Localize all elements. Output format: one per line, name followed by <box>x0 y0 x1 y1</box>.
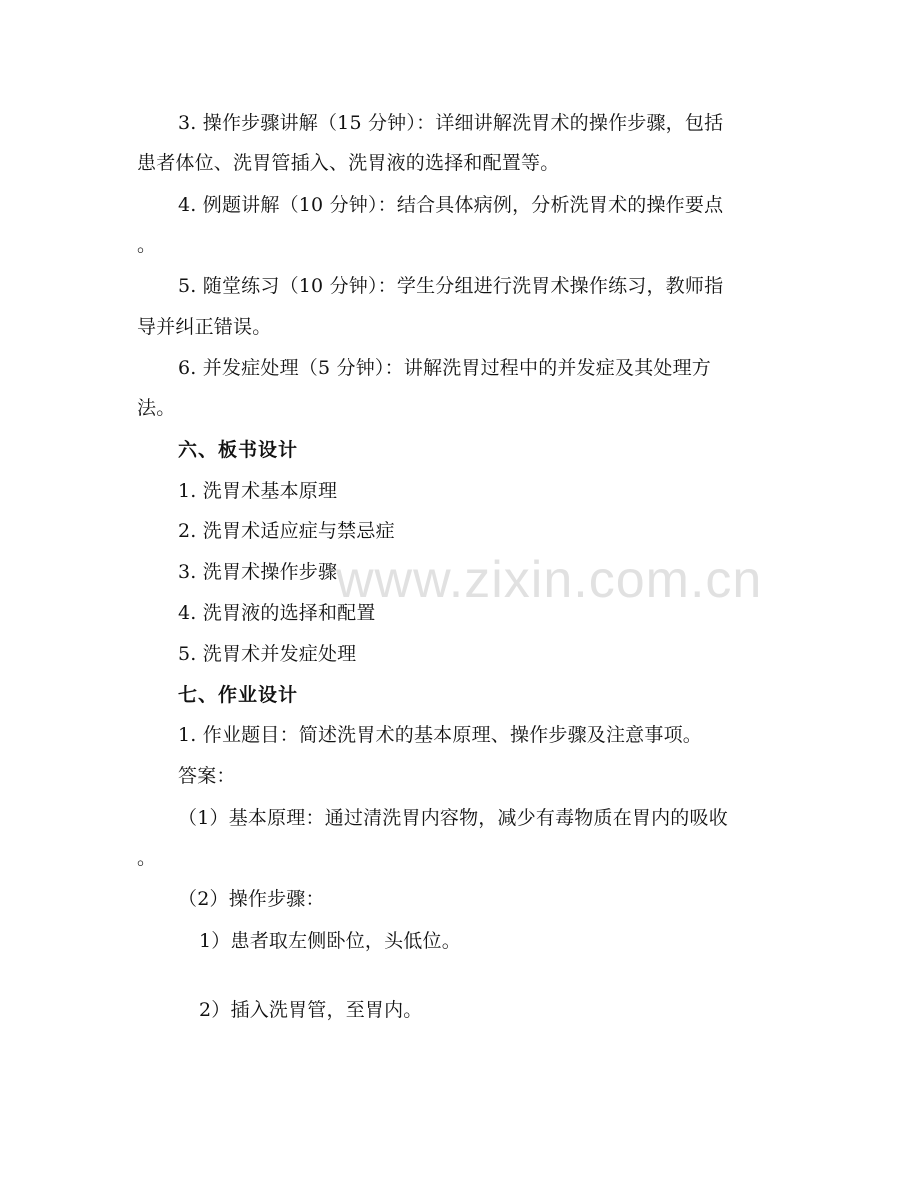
paragraph-line: 1. 作业题目：简述洗胃术的基本原理、操作步骤及注意事项。 <box>178 724 702 746</box>
paragraph-line: （1）基本原理：通过清洗胃内容物，减少有毒物质在胃内的吸收 <box>178 807 728 829</box>
watermark-text: www.zixin.com.cn <box>336 551 763 609</box>
paragraph-line: （2）操作步骤： <box>178 888 325 910</box>
paragraph-line: 4. 例题讲解（10 分钟）：结合具体病例，分析洗胃术的操作要点 <box>178 194 724 216</box>
paragraph-line: 导并纠正错误。 <box>137 316 272 338</box>
list-item: 5. 洗胃术并发症处理 <box>178 643 357 665</box>
paragraph-line: 1）患者取左侧卧位，头低位。 <box>199 930 461 952</box>
paragraph-line: 2）插入洗胃管，至胃内。 <box>199 999 423 1021</box>
paragraph-line: 患者体位、洗胃管插入、洗胃液的选择和配置等。 <box>137 152 560 174</box>
paragraph-line: 法。 <box>137 397 176 419</box>
paragraph-line: 答案： <box>178 765 236 787</box>
list-item: 1. 洗胃术基本原理 <box>178 480 338 502</box>
section-heading: 六、板书设计 <box>178 439 299 461</box>
list-item: 2. 洗胃术适应症与禁忌症 <box>178 520 395 542</box>
paragraph-line: 。 <box>137 234 157 256</box>
section-heading: 七、作业设计 <box>178 684 299 706</box>
paragraph-line: 5. 随堂练习（10 分钟）：学生分组进行洗胃术操作练习，教师指 <box>178 275 724 297</box>
paragraph-line: 。 <box>137 847 157 869</box>
paragraph-line: 6. 并发症处理（5 分钟）：讲解洗胃过程中的并发症及其处理方 <box>178 357 711 379</box>
list-item: 4. 洗胃液的选择和配置 <box>178 602 376 624</box>
paragraph-line: 3. 操作步骤讲解（15 分钟）：详细讲解洗胃术的操作步骤，包括 <box>178 112 724 134</box>
list-item: 3. 洗胃术操作步骤 <box>178 561 338 583</box>
